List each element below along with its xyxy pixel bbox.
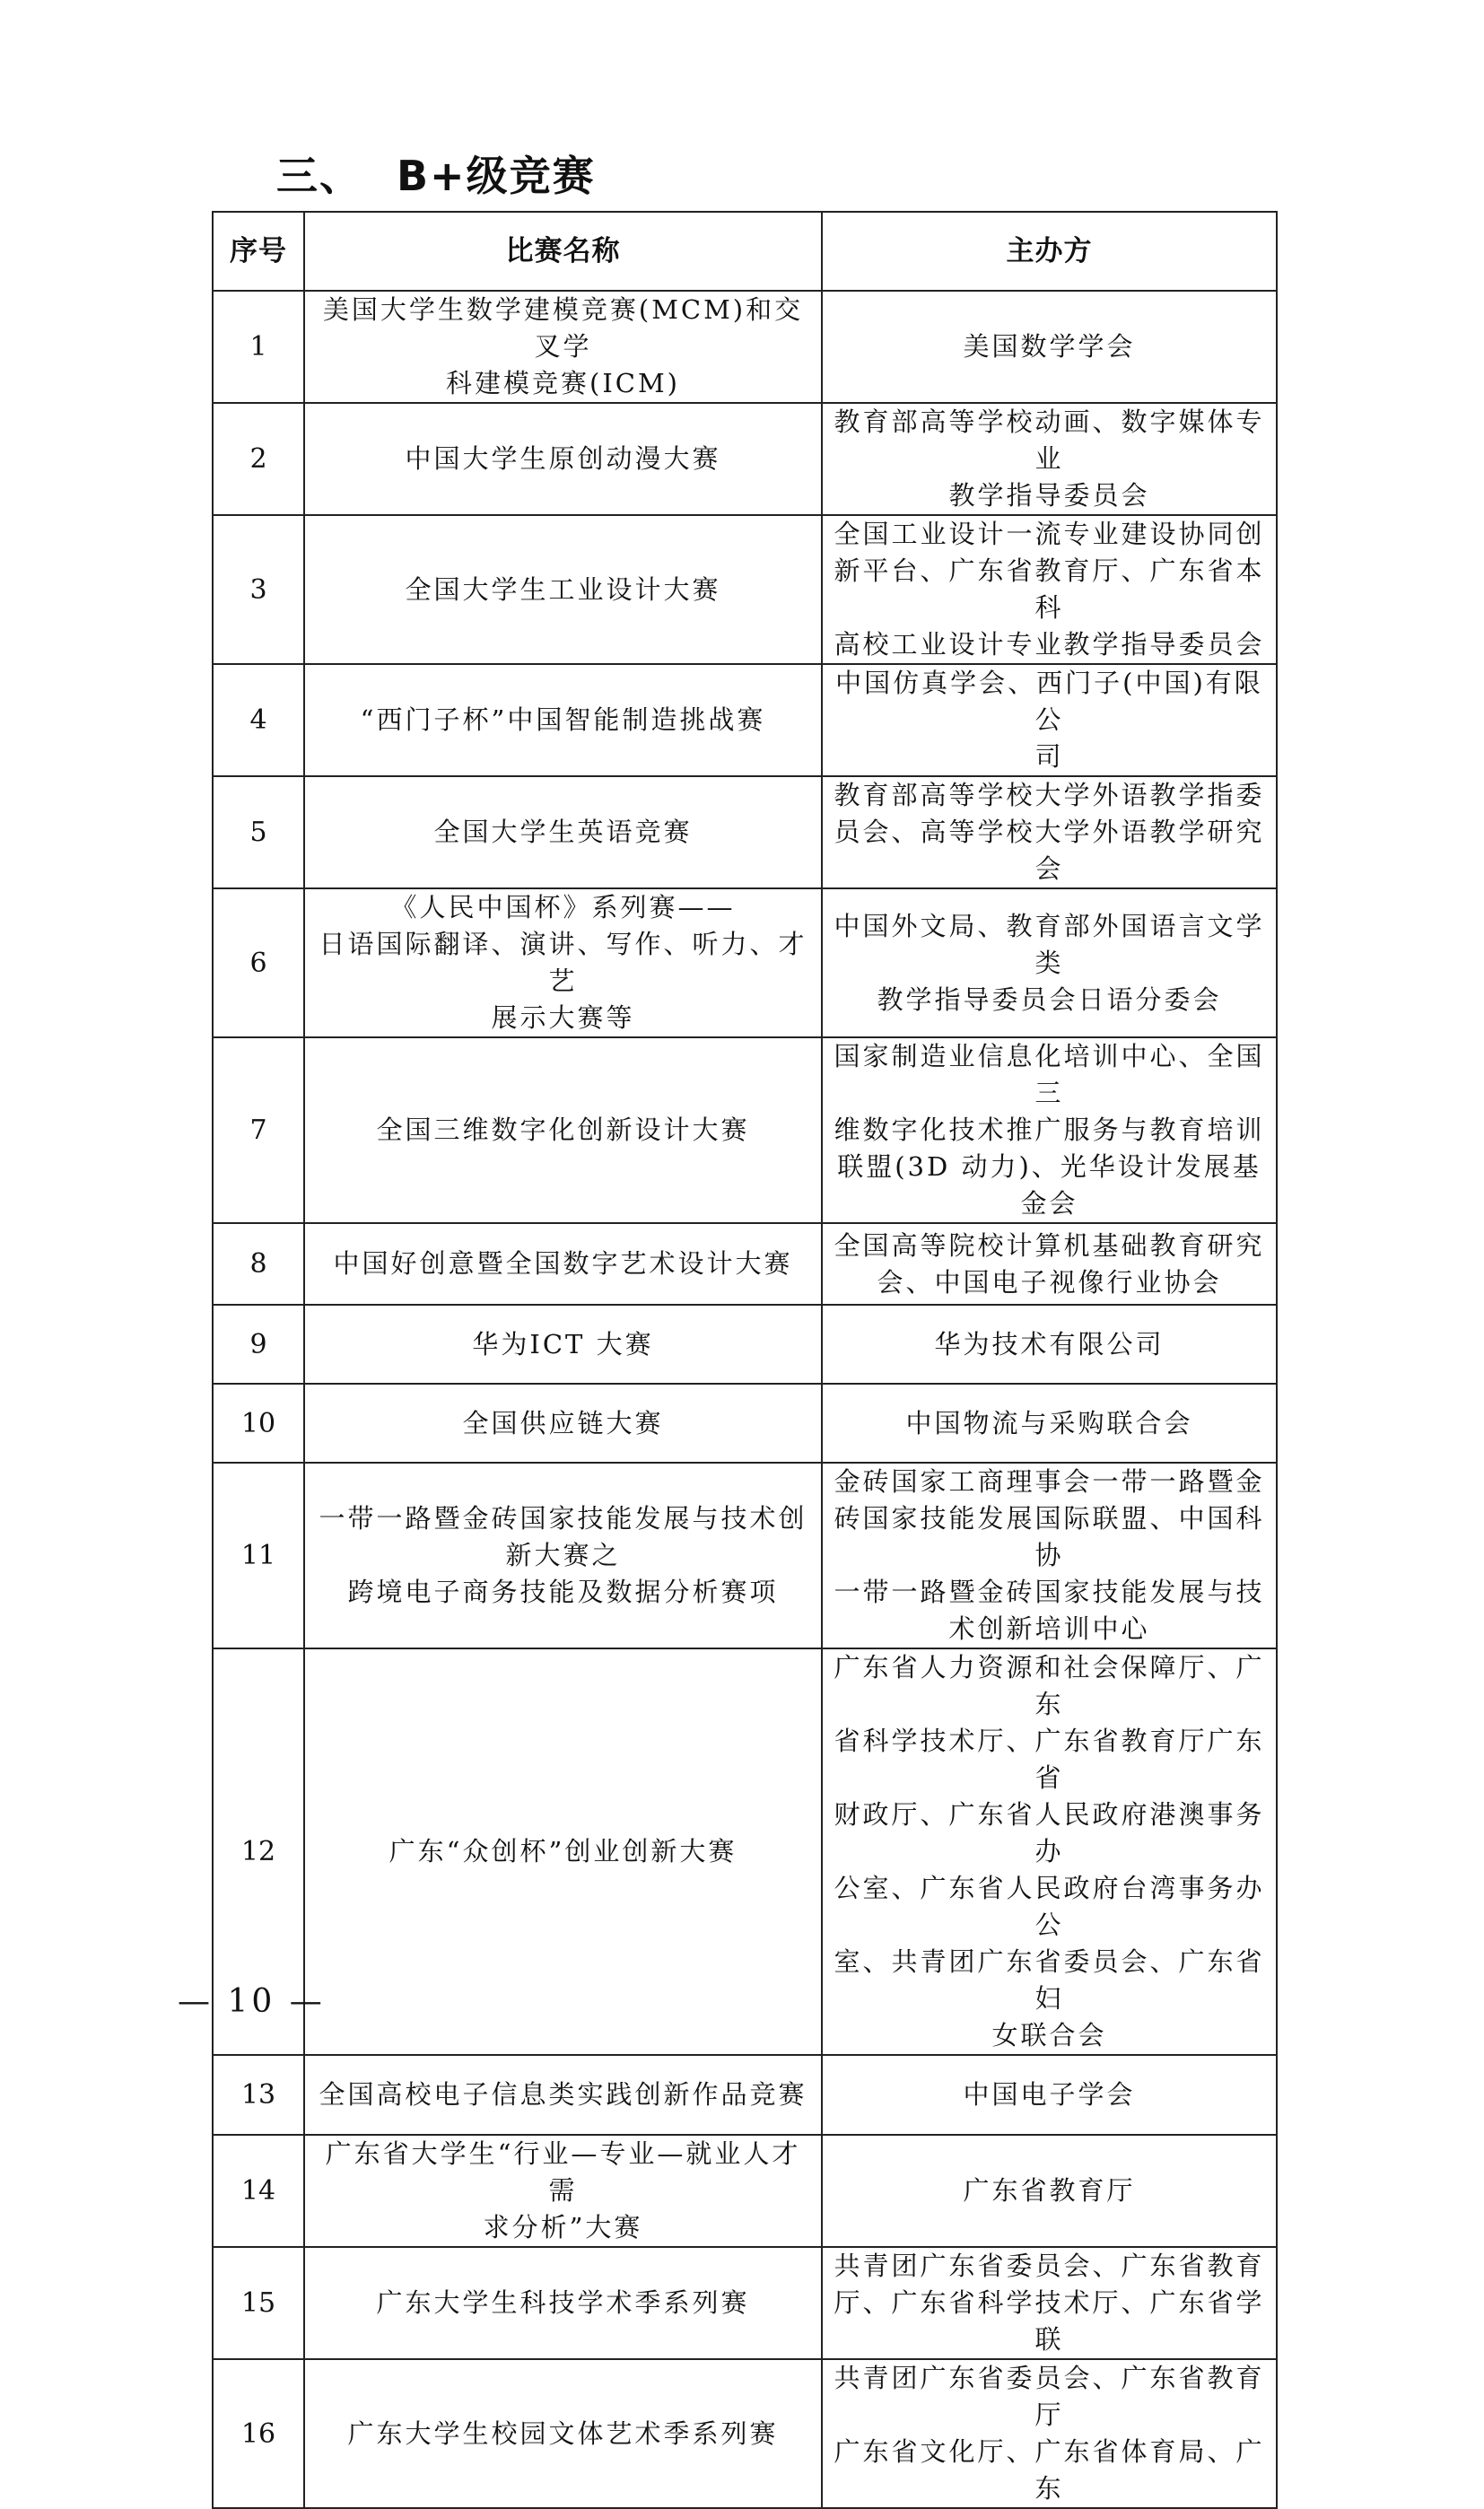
competition-name-line: 广东省大学生“行业—专业—就业人才需 xyxy=(325,2138,801,2206)
organizer-line: 中国物流与采购联合会 xyxy=(905,1407,1193,1438)
organizer-line: 教学指导委员会 xyxy=(948,480,1150,511)
organizer-cell xyxy=(822,1037,1277,1223)
table-row xyxy=(213,2247,1277,2359)
competition-name-line: 中国好创意暨全国数字艺术设计大赛 xyxy=(333,1248,793,1279)
competition-name-cell xyxy=(304,403,822,515)
competition-name-cell xyxy=(304,776,822,888)
organizer-cell xyxy=(822,291,1277,403)
competition-name-line: 一带一路暨金砖国家技能发展与技术创 xyxy=(319,1503,807,1534)
organizer-line: 司 xyxy=(1034,741,1064,772)
organizer-line: 华为技术有限公司 xyxy=(934,1328,1165,1359)
organizer-line: 教学指导委员会日语分委会 xyxy=(877,983,1222,1015)
competition-name-line: 科建模竞赛(ICM) xyxy=(446,368,680,398)
competition-name-line: “西门子杯”中国智能制造挑战赛 xyxy=(360,704,766,735)
organizer-cell xyxy=(822,2135,1277,2247)
competition-name-line: 中国大学生原创动漫大赛 xyxy=(405,443,721,474)
organizer-line: 共青团广东省委员会、广东省教育厅 xyxy=(834,2363,1265,2430)
row-index: 5 xyxy=(213,776,304,888)
organizer-cell xyxy=(822,1463,1277,1648)
row-index: 10 xyxy=(213,1384,304,1463)
row-index: 11 xyxy=(213,1463,304,1648)
table-body xyxy=(213,291,1277,2508)
organizer-cell xyxy=(822,776,1277,888)
organizer-line: 全国工业设计一流专业建设协同创 xyxy=(834,519,1265,549)
competition-name-line: 全国高校电子信息类实践创新作品竞赛 xyxy=(319,2079,807,2110)
competition-name-line: 华为ICT 大赛 xyxy=(472,1328,654,1359)
organizer-line: 术创新培训中心 xyxy=(948,1613,1150,1644)
table-row xyxy=(213,1305,1277,1384)
competition-name-cell xyxy=(304,1223,822,1305)
competition-name-line: 全国大学生英语竞赛 xyxy=(433,817,693,847)
organizer-cell xyxy=(822,2247,1277,2359)
organizer-line: 教育部高等学校大学外语教学指委 xyxy=(834,780,1265,810)
organizer-line: 厅、广东省科学技术厅、广东省学联 xyxy=(834,2287,1265,2355)
table-row xyxy=(213,403,1277,515)
row-index: 4 xyxy=(213,664,304,776)
competition-name-cell xyxy=(304,291,822,403)
organizer-line: 金砖国家工商理事会一带一路暨金 xyxy=(834,1466,1265,1497)
competition-name-cell xyxy=(304,1384,822,1463)
organizer-line: 共青团广东省委员会、广东省教育 xyxy=(834,2251,1265,2281)
row-index: 13 xyxy=(213,2055,304,2135)
header-index: 序号 xyxy=(213,212,304,291)
table-row xyxy=(213,1648,1277,2055)
table-row xyxy=(213,2135,1277,2247)
organizer-line: 美国数学学会 xyxy=(963,331,1136,362)
competition-name-line: 美国大学生数学建模竞赛(MCM)和交叉学 xyxy=(322,294,804,362)
organizer-line: 广东省文化厅、广东省体育局、广东 xyxy=(834,2436,1265,2504)
competition-name-line: 日语国际翻译、演讲、写作、听力、才艺 xyxy=(319,929,807,996)
organizer-line: 女联合会 xyxy=(991,2020,1107,2050)
competition-name-cell xyxy=(304,664,822,776)
organizer-line: 维数字化技术推广服务与教育培训 xyxy=(834,1115,1265,1145)
competition-name-line: 广东大学生科技学术季系列赛 xyxy=(376,2287,750,2318)
organizer-cell xyxy=(822,515,1277,664)
table-row xyxy=(213,1037,1277,1223)
organizer-line: 中国仿真学会、西门子(中国)有限公 xyxy=(835,668,1263,735)
table-row xyxy=(213,1463,1277,1648)
organizer-cell xyxy=(822,2359,1277,2508)
competition-name-cell xyxy=(304,1037,822,1223)
competition-name-line: 广东大学生校园文体艺术季系列赛 xyxy=(347,2417,779,2449)
organizer-line: 新平台、广东省教育厅、广东省本科 xyxy=(834,555,1265,623)
competition-name-line: 跨境电子商务技能及数据分析赛项 xyxy=(347,1577,779,1607)
organizer-cell xyxy=(822,1384,1277,1463)
competition-name-line: 《人民中国杯》系列赛—— xyxy=(390,892,736,922)
organizer-cell xyxy=(822,2055,1277,2135)
competition-name-line: 全国大学生工业设计大赛 xyxy=(405,573,721,605)
organizer-line: 高校工业设计专业教学指导委员会 xyxy=(834,629,1265,660)
organizer-line: 财政厅、广东省人民政府港澳事务办 xyxy=(834,1799,1265,1866)
competition-name-cell xyxy=(304,888,822,1037)
organizer-cell xyxy=(822,403,1277,515)
table-row xyxy=(213,664,1277,776)
competition-name-cell xyxy=(304,1463,822,1648)
organizer-line: 全国高等院校计算机基础教育研究 xyxy=(834,1229,1265,1261)
organizer-line: 会、中国电子视像行业协会 xyxy=(877,1266,1222,1298)
row-index: 2 xyxy=(213,403,304,515)
organizer-line: 联盟(3D 动力)、光华设计发展基金会 xyxy=(837,1151,1261,1219)
competition-name-cell xyxy=(304,1305,822,1384)
competition-table xyxy=(212,211,1278,2509)
table-row xyxy=(213,515,1277,664)
row-index: 15 xyxy=(213,2247,304,2359)
organizer-line: 省科学技术厅、广东省教育厅广东省 xyxy=(834,1726,1265,1793)
organizer-cell xyxy=(822,664,1277,776)
organizer-line: 室、共青团广东省委员会、广东省妇 xyxy=(834,1946,1265,2014)
organizer-cell xyxy=(822,888,1277,1037)
page-number: — 10 — xyxy=(178,1983,326,2020)
organizer-cell xyxy=(822,1305,1277,1384)
header-name: 比赛名称 xyxy=(304,212,822,291)
competition-name-line: 求分析”大赛 xyxy=(483,2212,643,2242)
organizer-line: 一带一路暨金砖国家技能发展与技 xyxy=(834,1577,1265,1607)
table-row xyxy=(213,2055,1277,2135)
section-number: 三、 xyxy=(276,152,362,200)
row-index: 14 xyxy=(213,2135,304,2247)
row-index: 3 xyxy=(213,515,304,664)
competition-name-cell xyxy=(304,2247,822,2359)
section-heading xyxy=(276,144,596,203)
competition-name-line: 新大赛之 xyxy=(505,1540,621,1570)
row-index: 6 xyxy=(213,888,304,1037)
organizer-line: 广东省人力资源和社会保障厅、广东 xyxy=(834,1652,1265,1719)
competition-name-cell xyxy=(304,1648,822,2055)
organizer-line: 公室、广东省人民政府台湾事务办公 xyxy=(834,1873,1265,1940)
competition-name-cell xyxy=(304,2135,822,2247)
organizer-cell xyxy=(822,1223,1277,1305)
row-index: 16 xyxy=(213,2359,304,2508)
table-row xyxy=(213,1223,1277,1305)
table-row xyxy=(213,1384,1277,1463)
table-header-row xyxy=(213,212,1277,291)
organizer-line: 国家制造业信息化培训中心、全国三 xyxy=(834,1041,1265,1108)
table-row xyxy=(213,776,1277,888)
competition-name-cell xyxy=(304,515,822,664)
competition-name-line: 全国三维数字化创新设计大赛 xyxy=(376,1115,750,1145)
organizer-line: 员会、高等学校大学外语教学研究会 xyxy=(834,817,1265,884)
table-row xyxy=(213,888,1277,1037)
organizer-line: 中国电子学会 xyxy=(963,2079,1136,2110)
organizer-line: 砖国家技能发展国际联盟、中国科协 xyxy=(834,1503,1265,1570)
section-title: B+级竞赛 xyxy=(397,152,596,200)
row-index: 7 xyxy=(213,1037,304,1223)
competition-name-line: 展示大赛等 xyxy=(491,1002,635,1033)
competition-name-line: 全国供应链大赛 xyxy=(462,1407,664,1438)
row-index: 12 xyxy=(213,1648,304,2055)
row-index: 1 xyxy=(213,291,304,403)
organizer-cell xyxy=(822,1648,1277,2055)
table-row xyxy=(213,291,1277,403)
competition-name-line: 广东“众创杯”创业创新大赛 xyxy=(388,1836,738,1866)
competition-name-cell xyxy=(304,2055,822,2135)
table-row xyxy=(213,2359,1277,2508)
row-index: 9 xyxy=(213,1305,304,1384)
organizer-line: 广东省教育厅 xyxy=(963,2175,1136,2206)
organizer-line: 中国外文局、教育部外国语言文学类 xyxy=(834,910,1265,978)
header-organizer: 主办方 xyxy=(822,212,1277,291)
row-index: 8 xyxy=(213,1223,304,1305)
organizer-line: 教育部高等学校动画、数字媒体专业 xyxy=(834,407,1265,474)
competition-name-cell xyxy=(304,2359,822,2508)
